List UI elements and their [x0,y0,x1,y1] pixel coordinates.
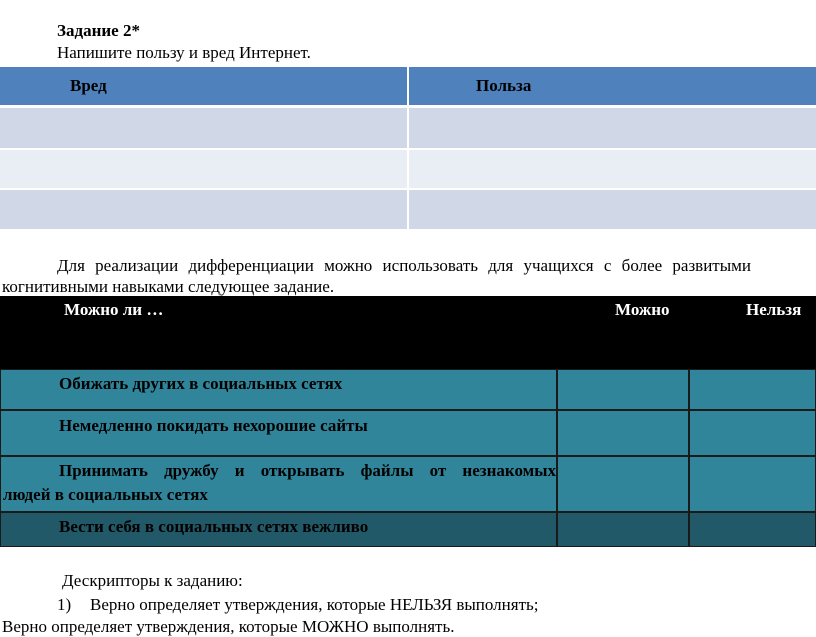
cannot-cell-3[interactable] [689,456,816,512]
header-question-label: Можно ли … [64,300,164,319]
benefit-cell-1[interactable] [409,108,816,148]
can-cell-1[interactable] [557,369,689,410]
table-header-harm [0,67,407,105]
table2-header-row [0,296,816,369]
table-header-benefit [409,67,816,105]
harm-cell-1[interactable] [0,108,407,148]
table-row [0,456,557,512]
task-title: Задание 2* [57,21,140,40]
cannot-cell-2[interactable] [689,410,816,456]
descriptor-1: Верно определяет утверждения, которые НЕЛЬЗЯ выполнять; [90,595,539,614]
statement-text: Немедленно покидать нехорошие сайты [59,416,368,435]
statement-text: Принимать дружбу и открывать файлы от незнакомых [59,461,556,480]
harm-cell-3[interactable] [0,190,407,229]
differentiation-line-1: Для реализации дифференциации можно использовать для учащихся с более развитыми [57,256,752,275]
descriptors-heading: Дескрипторы к заданию: [62,571,243,590]
benefit-cell-3[interactable] [409,190,816,229]
table-row [0,369,557,410]
statement-text: Обижать других в социальных сетях [59,374,343,393]
can-cell-2[interactable] [557,410,689,456]
statement-text-continued: людей в социальных сетях [3,485,208,504]
cannot-cell-4[interactable] [689,512,816,547]
table-row [0,512,557,547]
differentiation-line-2: когнитивными навыками следующее задание. [2,277,335,296]
descriptor-2: Верно определяет утверждения, которые МОЖНО выполнять. [2,617,455,636]
cannot-cell-1[interactable] [689,369,816,410]
task-instruction: Напишите пользу и вред Интернет. [57,43,311,62]
header-benefit-label: Польза [476,76,532,95]
benefit-cell-2[interactable] [409,150,816,188]
statement-text: Вести себя в социальных сетях вежливо [59,517,369,536]
harm-cell-2[interactable] [0,150,407,188]
table-row [0,410,557,456]
can-cell-3[interactable] [557,456,689,512]
descriptor-1-number: 1) [57,595,72,614]
header-cannot-label: Нельзя [746,300,802,319]
can-cell-4[interactable] [557,512,689,547]
header-can-label: Можно [615,300,670,319]
header-harm-label: Вред [70,76,107,95]
